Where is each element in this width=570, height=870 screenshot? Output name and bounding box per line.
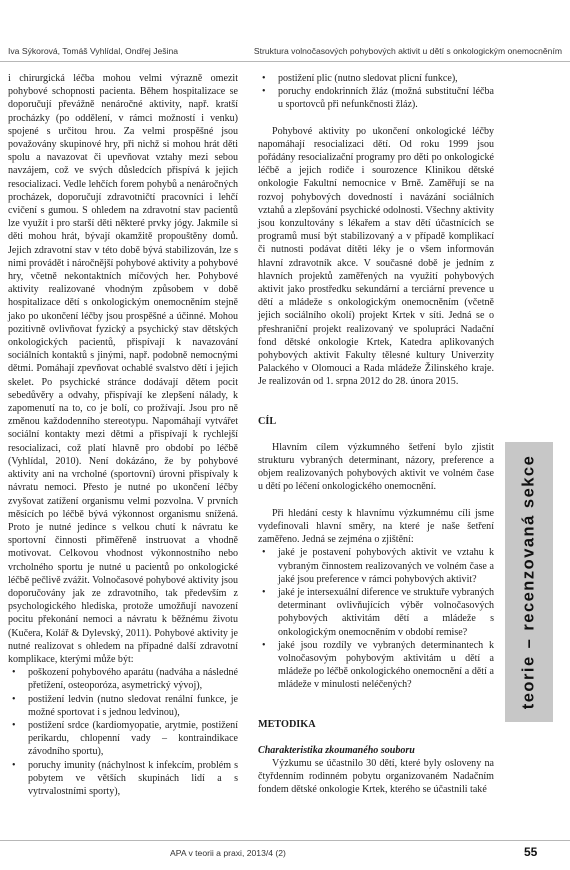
section-heading-metodika: METODIKA	[258, 718, 316, 730]
header-article-title: Struktura volnočasových pohybových aktivit u dětí s onkologickým onemocněním	[253, 46, 562, 56]
bullet-icon: •	[12, 667, 16, 679]
bullet-icon: •	[262, 73, 266, 84]
body-paragraph: Výzkumu se účastnilo 30 dětí, které byly osloveny na čtyřdenním rodinném pobytu organizovaném Nadačním fondem dětské onkologie Krtek, kterého se účastnili také	[258, 757, 494, 796]
list-item: • postižení plic (nutno sledovat plicní funkce),	[262, 73, 458, 84]
body-paragraph: Při hledání cesty k hlavnímu výzkumnému cíli jsme vydefinovali hlavní směry, na které je naše šetření zaměřeno. Jedná se zejména o zjištění:	[258, 507, 494, 546]
header-divider	[0, 61, 570, 62]
header-authors: Iva Sýkorová, Tomáš Vyhlídal, Ondřej Ješina	[8, 46, 179, 56]
list-item: • jaké je postavení pohybových aktivit ve vztahu k vybraným činnostem realizovaných ve volném čase a jaké jsou preference v rámci pohybových aktivit?	[262, 547, 494, 585]
section-side-label	[520, 455, 539, 710]
section-label-reviewed: recenzovaná sekce	[519, 454, 538, 631]
list-item: • jaké jsou rozdíly ve vybraných determinantech k volnočasovým pohybovým aktivitám u dětí a mládeže po léčbě onkologického onemocnění a dětí a mládeže v minulosti neléčených?	[262, 639, 494, 691]
section-label-theory: teorie	[519, 655, 538, 710]
list-item: • postižení ledvin (nutno sledovat renální funkce, je možné sportovat i s jednou ledvinou),	[12, 693, 238, 718]
bullet-icon: •	[262, 639, 266, 651]
subsection-heading: Charakteristika zkoumaného souboru	[258, 744, 415, 756]
list-item: • postižení srdce (kardiomyopatie, arytmie, postižení perikardu, chlopenní vady – kontraindikace závodního sportu),	[12, 719, 238, 758]
bullet-icon: •	[262, 547, 266, 559]
bullet-icon: •	[12, 759, 16, 771]
complications-list	[8, 666, 238, 798]
section-heading-cil: CÍL	[258, 415, 277, 427]
running-header	[8, 46, 562, 62]
left-column	[8, 72, 238, 798]
body-paragraph: Pohybové aktivity po ukončení onkologické léčby napomáhají resocializaci dětí. Od roku 1999 jsou pořádány resocializační programy pro děti po onkologické léčbě a jejich rodiče i sourozence Klinikou dětské onkologie Fakultní nemocnice v Brně. Zaměřují se na rozvoj pohybových dovedností i navázání sociálních vztahů a zlepšování psychické odolnosti. Všechny aktivity jsou konzultovány s lékařem a stav dětí účastnících se programů musí být stabilizovaný a v případě komplikací či nutnosti podávat dítěti léky je o všem informován hlavní zdravotník akce. V současné době je jedním z hlavních projektů zaměřených na využití pohybových aktivit jako prostředku sekundární a terciární prevence u dětí a mládeže s onkologickým onemocněním (včetně jejich sociálního okolí) projekt Krtek v síti. Jedná se o přeshraniční projekt realizovaný ve spolupráci Nadační fond dětské onkologie Krtek, Katedra aplikovaných pohybových aktivit Fakulty tělesné kultury Univerzity Palackého v Olomouci a Rada mládeže Žilinského kraje. Je realizován od 1. srpna 2012 do 28. února 2015.	[258, 125, 494, 388]
bullet-icon: •	[262, 586, 266, 598]
bullet-icon: •	[12, 719, 16, 731]
list-item: • poruchy imunity (náchylnost k infekcím, problém s pobytem ve větších skupinách lidí a s vytrvalostními sporty),	[12, 759, 238, 797]
footer-divider	[0, 840, 570, 841]
section-label-dash: –	[519, 637, 538, 649]
list-item: • poškození pohybového aparátu (nadváha a následné přetížení, osteoporóza, asymetrický vývoj),	[12, 667, 238, 692]
list-item: • jaké je intersexuální diference ve struktuře vybraných determinant ovlivňujících výběr volnočasových pohybových aktivitám dětí a mládeže s onkologickým onemocněním v období remise?	[262, 586, 494, 638]
footer-journal: APA v teorii a praxi, 2013/4 (2)	[170, 848, 286, 858]
body-paragraph: Hlavním cílem výzkumného šetření bylo zjistit strukturu vybraných determinant, názory, preference a objem realizovaných pohybových aktivit ve volném čase u dětí po léčení onkologického onemocnění.	[258, 441, 494, 493]
list-item: • poruchy endokrinních žláz (možná substituční léčba u sportovců při nefunkčnosti žláz).	[262, 86, 494, 111]
body-paragraph: i chirurgická léčba mohou velmi výrazně omezit pohybové schopnosti pacienta. Během hospitalizace se doporučují převážně nenáročné aktivity, např. kratší procházky (po oddělení, v rámci možností i venku) spojené s určitou hrou. Za velmi prospěšné jsou považovány skupinové hry, při nichž si mohou hrát děti spolu a navazovat či upevňovat vztahy mezi sebou navzájem, což ve svých důsledcích přispívá k jejich resocializaci. Vedle lehčích forem pohybů a nenáročných procházek, doporučují zdravotničtí pracovníci i lehčí cvičení s gumou. S ohledem na zdravotní stav pacientů lze využít i pro starší děti některé prvky jógy. Jakmile si děti mohou hrát, bývají okamžitě propouštěny domů. Jejich zdravotní stav v této době bývá stabilizován, lze s nimi provádět i náročnější pohybové aktivity a pohybové hry, včetně nekontaktních míčových her. Pohybové aktivity realizované vhodným způsobem v době hospitalizace dětí s onkologickým onemocněním stejně jako po ukončení léčby jsou prospěšné a účinné. Mohou pozitivně ovlivňovat fyzický a psychický stav dětských onkologických pacientů, přispívají k navazování sociálních kontaktů s jinými, např. podobně nemocnými dětmi. Pomáhají zpevňovat ochablé svalstvo dětí i jejich skelet. Po psychické stránce dodávají dětem pocit sebedůvěry a odvahy, přispívají ke zlepšení nálady, k zapomenutí na to, co je bolí, co prožívají. Jsou pro ně změnou každodenního stereotypu. Napomáhají vytvářet sociální kontakty mezi dětmi a přispívají k rychlejší resocializaci, což platí hlavně pro období po léčbě (Vyhlídal, 2010). Není dokázáno, že by pohybové aktivity ani na vrcholné (sportovní) úrovni přispívaly k návratu nemoci. Přesto je nutné po ukončení léčby zvyšovat zatížení organismu velmi pozvolna. V prvních měsících po léčbě bývá výkonnost organismu snížená. Proto je nutné jedince s velkou chutí k návratu ke sportovní činnosti přiměřeně instruovat a vhodně motivovat. Celkovou vhodnost výkonnostního nebo vrcholného sportu je nutné u pacientů po onkologické léčbě pečlivě zvážit. Volnočasové pohybové aktivity jsou doporučovány jak ze zdravotního, tak především z psychologického hlediska, protože umožňují navození pocitu překonání nemoci a návratu k běžnému životu (Kučera, Kolář & Dylevský, 2011). Pohybové aktivity je nutné realizovat s ohledem na případné další zdravotní komplikace, kterými může být:	[8, 73, 238, 665]
page-number: 55	[524, 845, 538, 859]
complications-list-continued	[258, 72, 494, 112]
research-questions-list	[258, 546, 494, 691]
bullet-icon: •	[12, 693, 16, 705]
right-column	[258, 72, 494, 797]
bullet-icon: •	[262, 86, 266, 98]
